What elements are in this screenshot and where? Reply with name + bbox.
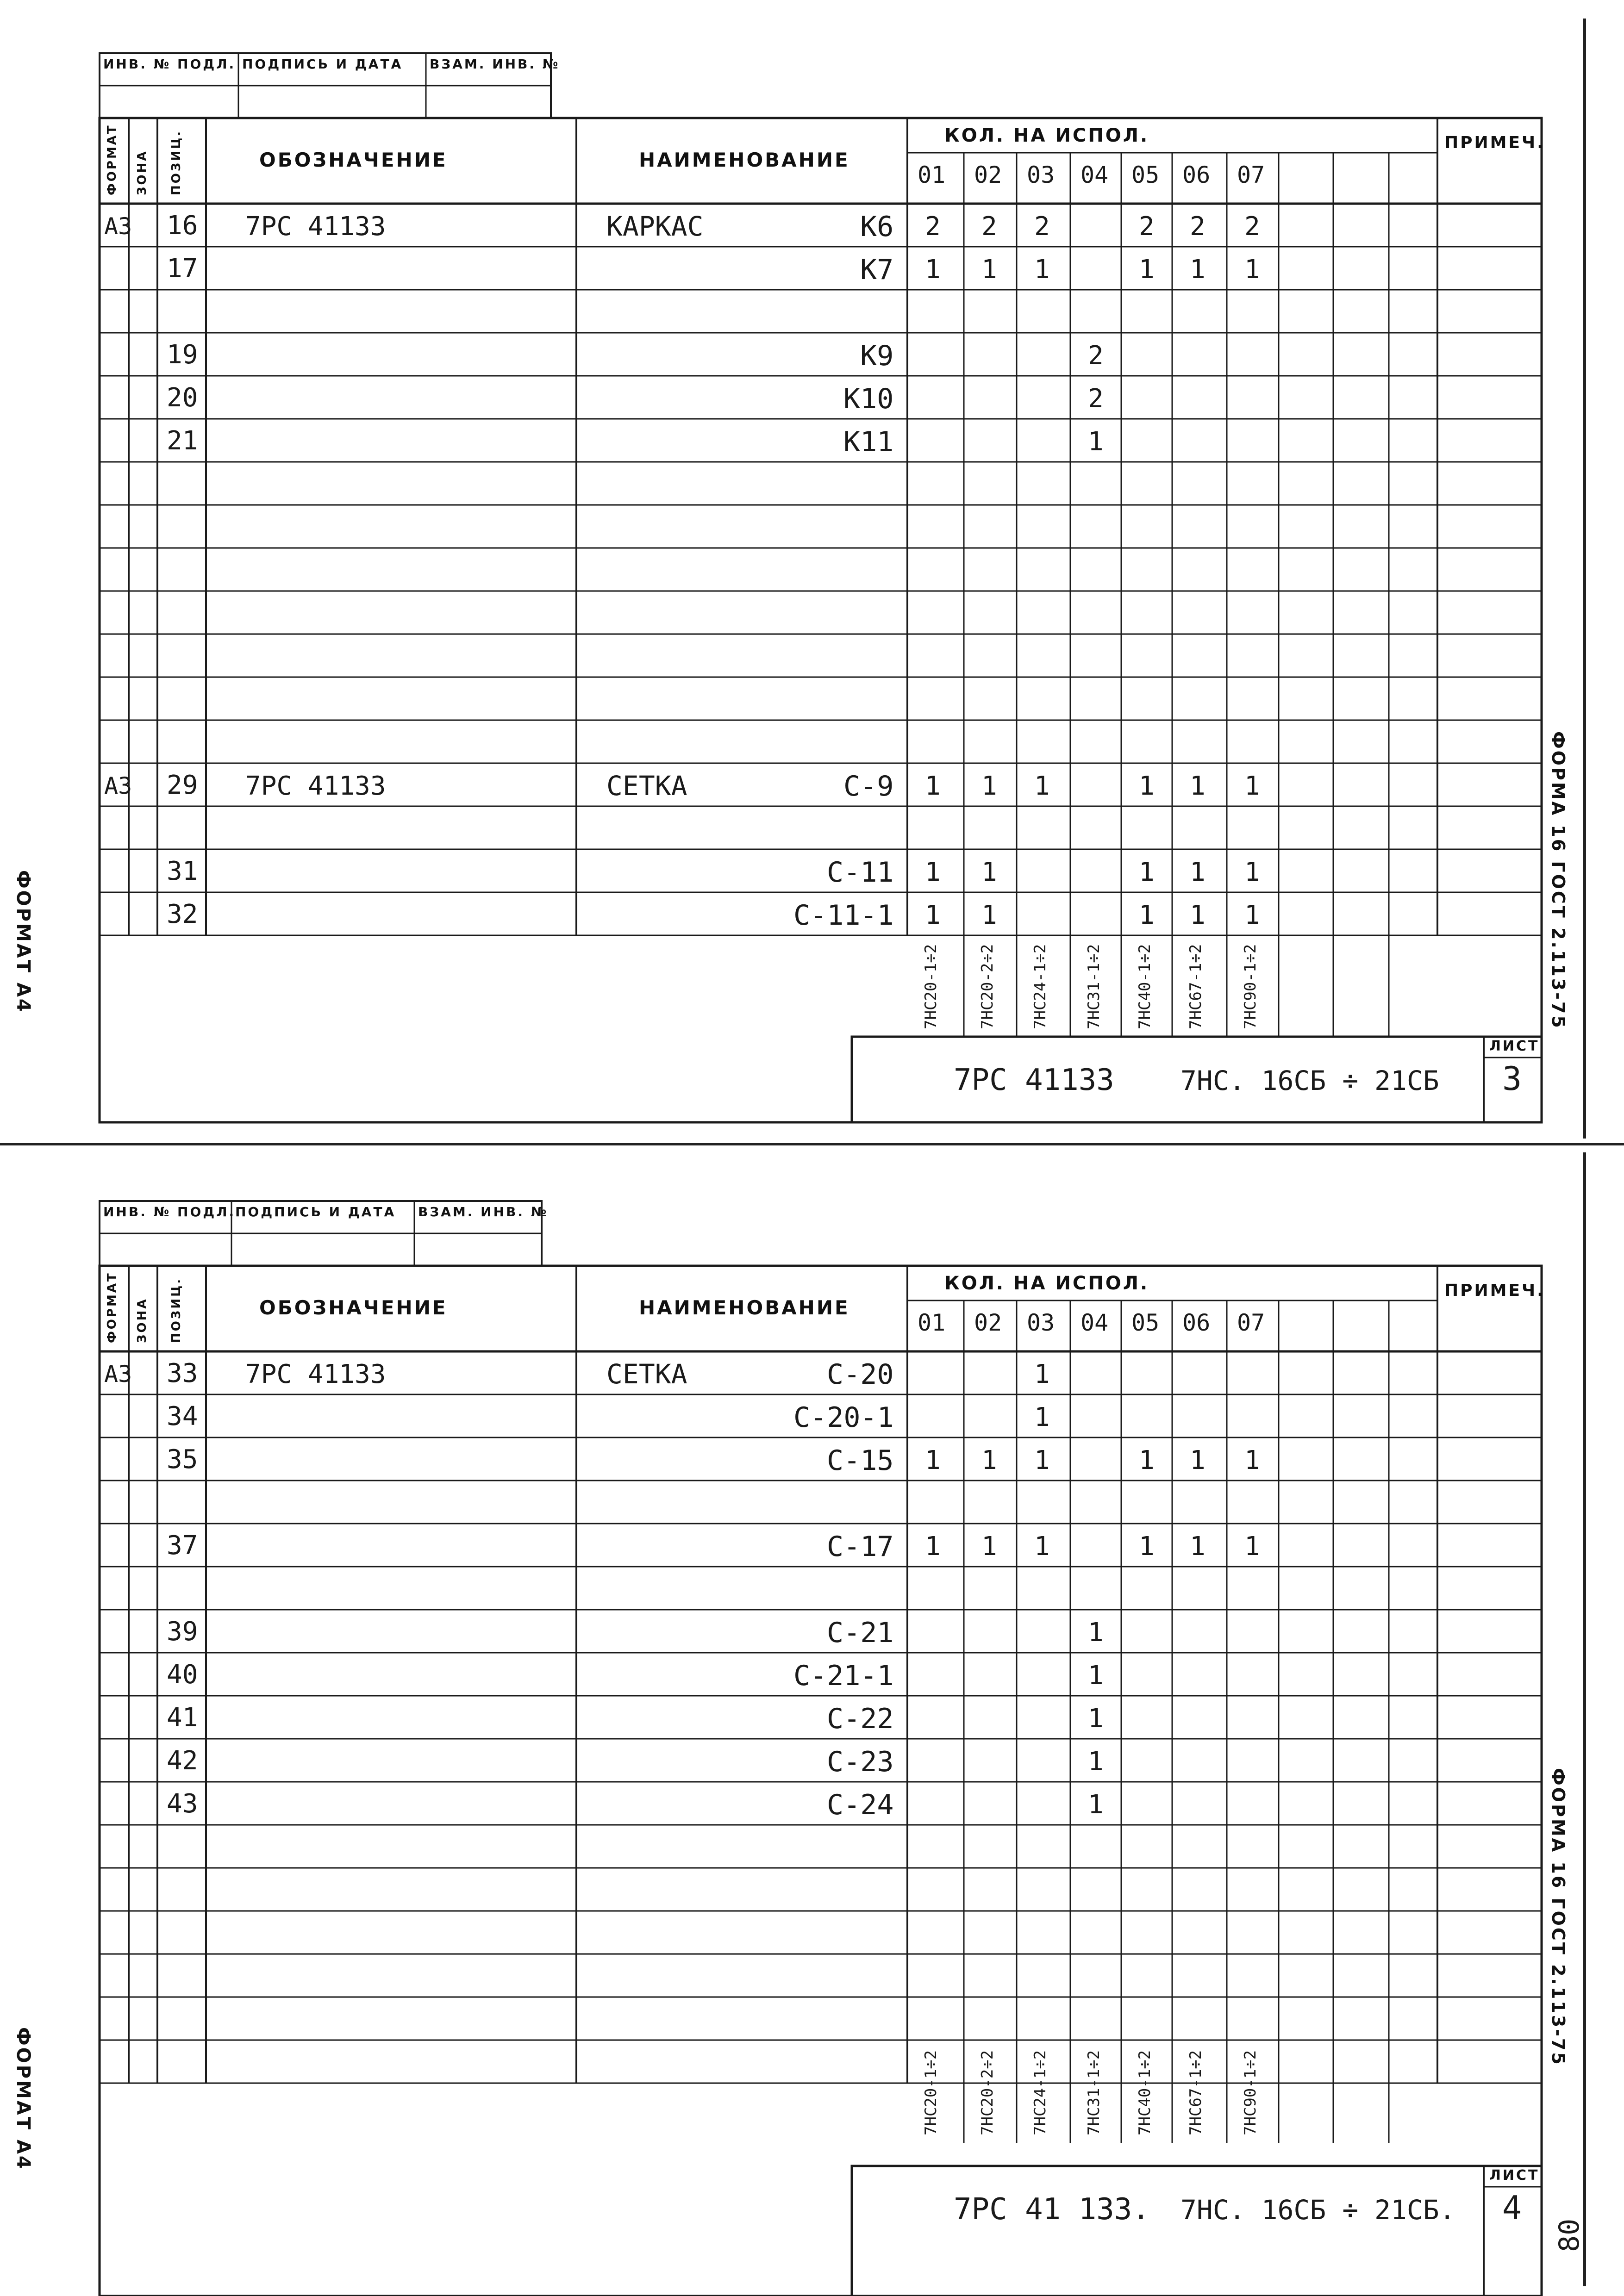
row-qty-06: 1	[1190, 1531, 1206, 1562]
header-naimenovanie: НАИМЕНОВАНИЕ	[639, 1296, 850, 1319]
row-qty-07: 1	[1244, 1531, 1260, 1562]
header-ispol-04: 04	[1081, 162, 1109, 188]
header-oboznachenie: ОБОЗНАЧЕНИЕ	[259, 1296, 448, 1319]
row-qty-03: 1	[1034, 254, 1050, 285]
row-qty-05: 1	[1139, 771, 1155, 801]
row-qty-03: 1	[1034, 1359, 1050, 1389]
header-ispol-01: 01	[918, 1309, 946, 1336]
execution-label: 7НС90-1÷2	[1241, 2050, 1260, 2135]
row-position: 21	[167, 425, 198, 456]
row-position: 19	[167, 339, 198, 370]
specification-sheet-4	[0, 1176, 1624, 2296]
execution-label: 7НС31-1÷2	[1085, 944, 1103, 1029]
title-name: 7НС. 16СБ ÷ 21СБ.	[1181, 2194, 1455, 2226]
execution-label: 7НС31-1÷2	[1085, 2050, 1103, 2135]
header-ispol-02: 02	[974, 1309, 1002, 1336]
header-poz: ПОЗИЦ.	[169, 129, 183, 195]
specification-table-frame	[100, 118, 1542, 1122]
row-position: 29	[167, 770, 198, 800]
header-primech: ПРИМЕЧ.	[1444, 133, 1545, 152]
list-number: 4	[1502, 2189, 1522, 2227]
row-qty-03: 2	[1034, 211, 1050, 242]
row-qty-01: 1	[925, 771, 941, 801]
row-mark: С-17	[827, 1530, 894, 1563]
execution-label: 7НС20-2÷2	[978, 2050, 997, 2135]
row-qty-04: 1	[1088, 426, 1104, 457]
row-qty-04: 1	[1088, 1617, 1104, 1648]
row-mark: С-20	[827, 1358, 894, 1391]
header-ispol-01: 01	[918, 162, 946, 188]
row-position: 43	[167, 1788, 198, 1819]
list-number: 3	[1502, 1060, 1522, 1098]
title-code: 7РС 41 133.	[954, 2192, 1150, 2227]
row-qty-02: 1	[981, 1445, 997, 1475]
stamp-vzam-inv: ВЗАМ. ИНВ. №	[418, 1204, 549, 1220]
header-ispol-03: 03	[1027, 162, 1055, 188]
execution-label: 7НС90-1÷2	[1241, 944, 1260, 1029]
row-qty-06: 1	[1190, 857, 1206, 887]
row-mark: С-20-1	[793, 1401, 894, 1434]
specification-sheet-3	[0, 0, 1624, 1139]
row-qty-04: 1	[1088, 1789, 1104, 1820]
row-qty-03: 1	[1034, 1402, 1050, 1432]
row-qty-01: 2	[925, 211, 941, 242]
header-kol-na-ispol: КОЛ. НА ИСПОЛ.	[944, 125, 1149, 146]
execution-label: 7НС40-1÷2	[1136, 2050, 1154, 2135]
row-position: 33	[167, 1358, 198, 1388]
stamp-inv-podl: ИНВ. № ПОДЛ.	[103, 1204, 236, 1220]
execution-label: 7НС20-1÷2	[922, 944, 940, 1029]
row-qty-07: 1	[1244, 900, 1260, 930]
header-ispol-05: 05	[1131, 1309, 1160, 1336]
header-ispol-03: 03	[1027, 1309, 1055, 1336]
corner-number: 80	[1553, 2218, 1586, 2252]
row-designation: 7РС 41133	[245, 211, 386, 242]
row-qty-04: 2	[1088, 340, 1104, 371]
execution-label: 7НС20-2÷2	[978, 944, 997, 1029]
row-position: 20	[167, 382, 198, 413]
title-code: 7РС 41133	[954, 1063, 1114, 1097]
row-position: 35	[167, 1444, 198, 1475]
row-mark: С-9	[843, 770, 894, 803]
row-position: 34	[167, 1401, 198, 1431]
row-position: 40	[167, 1659, 198, 1690]
row-qty-07: 1	[1244, 857, 1260, 887]
header-ispol-02: 02	[974, 162, 1002, 188]
row-name: КАРКАС	[606, 210, 704, 242]
row-qty-02: 1	[981, 771, 997, 801]
row-qty-07: 1	[1244, 771, 1260, 801]
list-label: ЛИСТ	[1489, 2167, 1540, 2184]
row-mark: С-23	[827, 1745, 894, 1778]
row-qty-05: 1	[1139, 1445, 1155, 1475]
stamp-podpis-data: ПОДПИСЬ И ДАТА	[242, 56, 403, 72]
row-qty-03: 1	[1034, 1445, 1050, 1475]
row-qty-07: 1	[1244, 1445, 1260, 1475]
row-qty-07: 2	[1244, 211, 1260, 242]
row-position: 42	[167, 1745, 198, 1776]
row-qty-01: 1	[925, 1531, 941, 1562]
row-qty-02: 1	[981, 1531, 997, 1562]
header-ispol-07: 07	[1237, 1309, 1265, 1336]
row-position: 39	[167, 1616, 198, 1647]
row-position: 37	[167, 1530, 198, 1561]
row-mark: С-11	[827, 856, 894, 889]
row-qty-06: 1	[1190, 254, 1206, 285]
list-label: ЛИСТ	[1489, 1038, 1540, 1054]
row-position: 16	[167, 210, 198, 241]
row-qty-07: 1	[1244, 254, 1260, 285]
row-position: 31	[167, 856, 198, 886]
row-designation: 7РС 41133	[245, 1359, 386, 1389]
header-ispol-06: 06	[1182, 1309, 1211, 1336]
row-mark: С-21	[827, 1616, 894, 1649]
side-format-label: ФОРМАТ А4	[12, 2027, 34, 2171]
row-qty-02: 1	[981, 900, 997, 930]
row-qty-04: 1	[1088, 1660, 1104, 1691]
row-name: СЕТКА	[606, 770, 687, 802]
title-name: 7НС. 16СБ ÷ 21СБ	[1181, 1065, 1439, 1096]
row-qty-06: 1	[1190, 1445, 1206, 1475]
stamp-inv-podl: ИНВ. № ПОДЛ.	[103, 56, 236, 72]
execution-label: 7НС67-1÷2	[1187, 944, 1205, 1029]
stamp-podpis-data: ПОДПИСЬ И ДАТА	[235, 1204, 396, 1220]
row-qty-04: 1	[1088, 1703, 1104, 1734]
row-qty-06: 2	[1190, 211, 1206, 242]
row-qty-03: 1	[1034, 771, 1050, 801]
row-qty-02: 2	[981, 211, 997, 242]
execution-label: 7НС67-1÷2	[1187, 2050, 1205, 2135]
row-qty-01: 1	[925, 900, 941, 930]
header-oboznachenie: ОБОЗНАЧЕНИЕ	[259, 149, 448, 171]
row-qty-05: 1	[1139, 900, 1155, 930]
header-ispol-06: 06	[1182, 162, 1211, 188]
row-mark: С-15	[827, 1444, 894, 1477]
row-format: А3	[104, 1360, 132, 1388]
side-forma-label: ФОРМА 16 ГОСТ 2.113-75	[1548, 1768, 1568, 2066]
stamp-vzam-inv: ВЗАМ. ИНВ. №	[430, 56, 560, 72]
row-mark: С-21-1	[793, 1659, 894, 1692]
row-qty-06: 1	[1190, 771, 1206, 801]
row-name: СЕТКА	[606, 1358, 687, 1390]
title-block	[852, 2166, 1542, 2296]
row-position: 41	[167, 1702, 198, 1733]
row-qty-01: 1	[925, 1445, 941, 1475]
header-format: ФОРМАТ	[105, 124, 119, 195]
row-qty-06: 1	[1190, 900, 1206, 930]
row-qty-04: 1	[1088, 1746, 1104, 1777]
row-format: А3	[104, 772, 132, 799]
row-position: 32	[167, 899, 198, 929]
execution-label: 7НС20-1÷2	[922, 2050, 940, 2135]
row-designation: 7РС 41133	[245, 771, 386, 801]
row-mark: К7	[860, 253, 894, 286]
row-qty-02: 1	[981, 254, 997, 285]
row-mark: К11	[843, 425, 894, 458]
execution-label: 7НС24-1÷2	[1031, 2050, 1049, 2135]
row-qty-05: 1	[1139, 254, 1155, 285]
grid-lines	[0, 1176, 1624, 2296]
header-zona: ЗОНА	[135, 1297, 149, 1343]
row-mark: К6	[860, 210, 894, 243]
header-ispol-04: 04	[1081, 1309, 1109, 1336]
row-format: А3	[104, 212, 132, 240]
execution-label: 7НС40-1÷2	[1136, 944, 1154, 1029]
row-qty-01: 1	[925, 254, 941, 285]
row-position: 17	[167, 253, 198, 284]
row-qty-01: 1	[925, 857, 941, 887]
header-format: ФОРМАТ	[105, 1271, 119, 1343]
row-mark: С-24	[827, 1788, 894, 1821]
header-ispol-05: 05	[1131, 162, 1160, 188]
row-mark: К10	[843, 382, 894, 415]
row-mark: С-11-1	[793, 899, 894, 932]
row-qty-02: 1	[981, 857, 997, 887]
row-qty-05: 1	[1139, 1531, 1155, 1562]
header-poz: ПОЗИЦ.	[169, 1277, 183, 1343]
sheet-separator-line	[0, 1143, 1624, 1145]
row-qty-05: 2	[1139, 211, 1155, 242]
side-forma-label: ФОРМА 16 ГОСТ 2.113-75	[1548, 731, 1568, 1030]
header-zona: ЗОНА	[135, 149, 149, 195]
row-qty-03: 1	[1034, 1531, 1050, 1562]
row-mark: К9	[860, 339, 894, 372]
header-naimenovanie: НАИМЕНОВАНИЕ	[639, 149, 850, 171]
row-mark: С-22	[827, 1702, 894, 1735]
header-kol-na-ispol: КОЛ. НА ИСПОЛ.	[944, 1273, 1149, 1294]
header-primech: ПРИМЕЧ.	[1444, 1281, 1545, 1300]
row-qty-05: 1	[1139, 857, 1155, 887]
row-qty-04: 2	[1088, 383, 1104, 414]
side-format-label: ФОРМАТ А4	[12, 870, 34, 1014]
header-ispol-07: 07	[1237, 162, 1265, 188]
execution-label: 7НС24-1÷2	[1031, 944, 1049, 1029]
